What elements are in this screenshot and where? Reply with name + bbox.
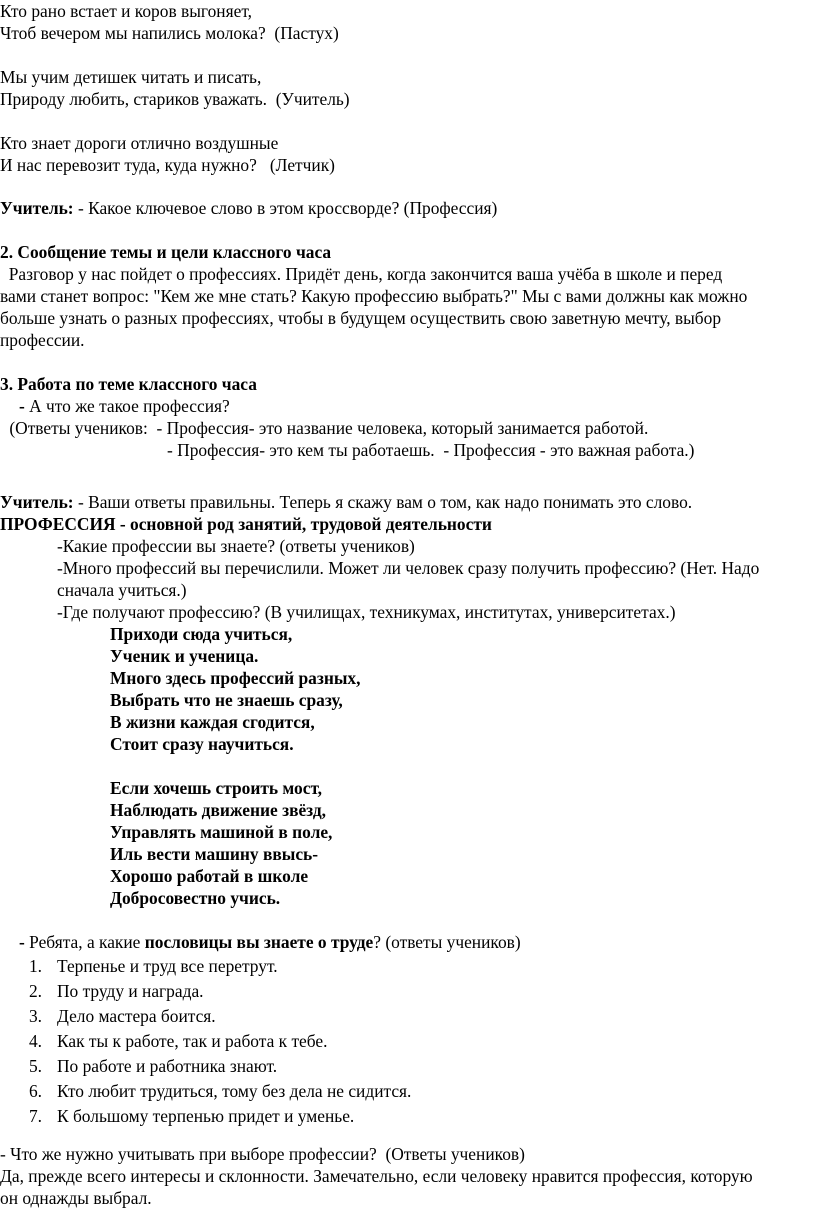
riddle-line: И нас перевозит туда, куда нужно? (Летчик) — [0, 155, 335, 175]
poem-line: Добросовестно учись. — [110, 888, 281, 908]
list-item: К большому терпенью придет и уменье. — [57, 1106, 355, 1126]
answers-line: (Ответы учеников: - Профессия- это название человека, который занимается работой. — [5, 418, 649, 438]
poem-line: Стоит сразу научиться. — [110, 734, 294, 754]
question-line — [19, 395, 230, 417]
paragraph-line: вами станет вопрос: "Кем же мне стать? Какую профессию выбрать?" Мы с вами должны как можно — [0, 286, 748, 306]
teacher-question-text: - Какое ключевое слово в этом кроссворде? (Профессия) — [73, 198, 498, 218]
list-item: Кто любит трудиться, тому без дела не сидится. — [57, 1081, 412, 1101]
paragraph-line: профессии. — [0, 330, 85, 350]
poem-line: Иль вести машину ввысь- — [110, 844, 319, 864]
question-line: сначала учиться.) — [57, 580, 187, 600]
list-item: По труду и награда. — [57, 981, 204, 1001]
poem-line: Управлять машиной в поле, — [110, 822, 333, 842]
riddle-line: Кто рано встает и коров выгоняет, — [0, 1, 252, 21]
section-heading: 2. Сообщение темы и цели классного часа — [0, 242, 332, 262]
list-number: 3. — [28, 1006, 42, 1026]
list-number: 4. — [28, 1031, 42, 1051]
question-line: -Какие профессии вы знаете? (ответы учеников) — [57, 536, 415, 556]
poem-line: В жизни каждая сгодится, — [110, 712, 315, 732]
teacher-statement-text: - Ваши ответы правильны. Теперь я скажу вам о том, как надо понимать это слово. — [73, 492, 693, 512]
proverbs-intro-text: Ребята, а какие — [29, 932, 145, 952]
poem-line: Хорошо работай в школе — [110, 866, 309, 886]
poem-line: Выбрать что не знаешь сразу, — [110, 690, 343, 710]
list-item: Дело мастера боится. — [57, 1006, 216, 1026]
poem-line: Приходи сюда учиться, — [110, 624, 293, 644]
section-heading: 3. Работа по теме классного часа — [0, 374, 257, 394]
question-line: -Где получают профессию? (В училищах, техникумах, институтах, университетах.) — [57, 602, 676, 622]
riddle-line: Чтоб вечером мы напились молока? (Пастух) — [0, 23, 339, 43]
poem-line: Ученик и ученица. — [110, 646, 259, 666]
list-item: Как ты к работе, так и работа к тебе. — [57, 1031, 328, 1051]
poem-line: Много здесь профессий разных, — [110, 668, 361, 688]
question-line: - Что же нужно учитывать при выборе профессии? (Ответы учеников) — [0, 1144, 525, 1164]
dash-marker: - — [19, 396, 25, 416]
speaker-label: Учитель: — [0, 198, 74, 218]
list-number: 6. — [28, 1081, 42, 1101]
riddle-line: Природу любить, стариков уважать. (Учитель) — [0, 89, 350, 109]
dash-marker: - — [19, 932, 30, 952]
poem-line: Наблюдать движение звёзд, — [110, 800, 326, 820]
speaker-label: Учитель: — [0, 492, 74, 512]
riddle-line: Мы учим детишек читать и писать, — [0, 67, 262, 87]
question-line: -Много профессий вы перечислили. Может ли человек сразу получить профессию? (Нет. Надо — [57, 558, 760, 578]
poem-line: Если хочешь строить мост, — [110, 778, 323, 798]
teacher-question — [0, 197, 497, 219]
list-item: Терпенье и труд все перетрут. — [57, 956, 278, 976]
list-number: 7. — [28, 1106, 42, 1126]
paragraph-line: он однажды выбрал. — [0, 1188, 152, 1208]
paragraph-line: Разговор у нас пойдет о профессиях. Придёт день, когда закончится ваша учёба в школе и перед — [0, 264, 723, 284]
proverbs-intro — [19, 931, 521, 953]
proverbs-intro-bold: пословицы вы знаете о труде — [144, 932, 374, 952]
list-number: 1. — [28, 956, 42, 976]
list-item: По работе и работника знают. — [57, 1056, 278, 1076]
definition: ПРОФЕССИЯ - основной род занятий, трудовой деятельности — [0, 514, 492, 534]
list-number: 2. — [28, 981, 42, 1001]
answers-line: - Профессия- это кем ты работаешь. - Профессия - это важная работа.) — [167, 440, 695, 460]
list-number: 5. — [28, 1056, 42, 1076]
teacher-statement — [0, 491, 692, 513]
paragraph-line: Да, прежде всего интересы и склонности. Замечательно, если человеку нравится профессия, которую — [0, 1166, 753, 1186]
riddle-line: Кто знает дороги отлично воздушные — [0, 133, 279, 153]
paragraph-line: больше узнать о разных профессиях, чтобы в будущем осуществить свою заветную мечту, выбор — [0, 308, 722, 328]
proverbs-intro-tail: ? (ответы учеников) — [373, 932, 521, 952]
question-text: А что же такое профессия? — [24, 396, 230, 416]
